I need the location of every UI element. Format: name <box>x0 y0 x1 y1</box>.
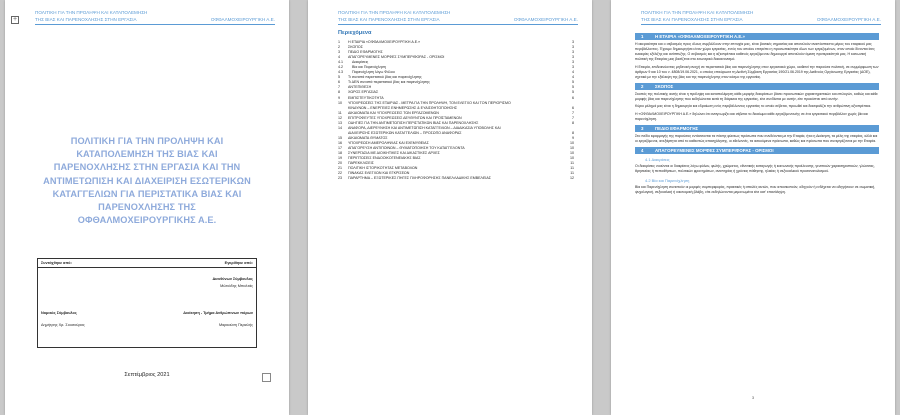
toc-entry-title: Βία και Παρενόχληση <box>352 65 566 70</box>
toc-entry-number: 1 <box>338 40 340 44</box>
section-title: ΣΚΟΠΟΣ <box>655 84 674 90</box>
toc-entry-title: Τι συνιστά περιστατικό βίας και παρενόχλησης <box>348 75 566 80</box>
header-rule <box>641 24 881 25</box>
page-header <box>641 10 881 23</box>
toc-entry-page: 7 <box>572 115 574 120</box>
hr-name: Μαρκούση Περιελής <box>218 323 253 327</box>
toc-entry-page: 11 <box>570 161 574 166</box>
ceo-role: Διευθύνων Σύμβουλος <box>212 277 253 281</box>
toc-entry-title: ΑΠΑΓΟΡΕΥΜΕΝΕΣ ΜΟΡΦΕΣ ΣΥΜΠΕΡΙΦΟΡΑΣ - ΟΡΙΣΜΟΙ <box>348 55 566 60</box>
toc-entry-number: 3 <box>338 50 340 55</box>
toc-entry-page: 3 <box>572 60 574 65</box>
header-rule <box>338 24 578 25</box>
toc-entry-title: ΑΝΑΦΟΡΑ, ΔΙΕΡΕΥΝΗΣΗ ΚΑΙ ΑΝΤΙΜΕΤΩΠΙΣΗ ΚΑΤΑΓΓΕΛΙΩΝ – ΔΙΑΔΙΚΑΣΙΑ ΥΠΟΒΟΛΗΣ ΚΑΙ <box>348 126 566 131</box>
paragraph: Η ακεραιότητα και ο σεβασμός προς όλους συμβάλλουν στην επιτυχία μας, είναι βασικές σημασίας και αποτελούν αναπόσπαστο μέρος του εταιρικού μας περιβάλλοντος. Έχουμε δημιουργήσει έναν χώρο εργασίας, εντός του οποίου επιτρέπει η προσωπικότητα όλων των εργαζομένων, στον οποίο δίνονται ίσες ευκαιρίες εξέλιξης και ανάπτυξης. Ο σεβασμός και η αξιοπρέπεια καθενός εργαζόμενου δημιουργεί αποτελούν άμεση προτεραιότητά μας. Η κοινωνική πολιτική της Εταιρίας μας βασίζεται στο εσωτερικό διακανονισμό. <box>635 42 875 62</box>
content-column <box>635 30 879 197</box>
toc-entry-title: ΠΑΡΕΚΚΛΙΣΕΙΣ <box>348 161 566 166</box>
toc-entry-page: 10 <box>570 156 574 161</box>
signature-table <box>37 258 257 348</box>
section-heading <box>635 33 879 40</box>
paragraph: Η Εταιρία, επιδεικνύοντας μηδενική ανοχή σε περιστατικά βίας και παρενόχλησης στον εργασιακό χώρο, υιοθετεί την παρούσα πολιτική, σε συμμόρφωση των άρθρων 9 και 10 του ν. 4808/19.06.2021, ο οποίος επικύρωσε τη Διεθνή Σύμβαση Εργασίας 190/21.06.2019 της Διεθνούς Οργάνωσης Εργασίας (ΔΟΕ), σχετικά με την εξάλειψη της βίας και της παρενόχλησης στον κόσμο της εργασίας. <box>635 64 879 79</box>
header-line1: ΠΟΛΙΤΙΚΗ ΓΙΑ ΤΗΝ ΠΡΟΛΗΨΗ ΚΑΙ ΚΑΤΑΠΟΛΕΜΗΣΗ <box>338 10 451 15</box>
toc-entry-title: ΟΔΗΓΙΕΣ ΓΙΑ ΤΗΝ ΑΝΤΙΜΕΤΩΠΙΣΗ ΠΕΡΙΣΤΑΤΙΚΩΝ ΒΙΑΣ ΚΑΙ ΠΑΡΕΝΟΧΛΗΣΗΣ <box>348 121 566 126</box>
paragraph: Στο πεδίο εφαρμογής της παρούσας εντάσσονται τα πάσης φύσεως πρόσωπα που συνδέονται με την Εταιρία, ήτοι η Διοίκηση, τα μέλη της εταιρίας, αλλά και οι εργαζόμενοι, ανεξάρτητα από το καθεστώς απασχόλησης, οι εθελοντές, τα ασκούμενα πρόσωπα, καθώς και πρόσωπα που συνεργάζονται με την Εταιρία. <box>635 133 878 144</box>
section-number: 3 <box>641 125 644 131</box>
hr-role: Διοίκηση - Τμήμα Ανθρώπινων πόρων <box>183 311 253 315</box>
toc-entry-title: ΑΠΑΓΟΡΕΥΣΗ ΑΝΤΙΠΟΙΝΩΝ – ΘΥΜΑΤΟΠΟΙΗΣΗ ΤΟΥ ΚΑΤΑΓΓΕΛΟΝΤΑ <box>348 146 566 151</box>
toc-entry-number: 4.1 <box>338 60 343 65</box>
toc-entry-title: ΠΟΛΙΤΙΚΗ ΙΣΤΟΡΙΚΟΤΗΤΑΣ ΜΕΤΑΒΟΛΩΝ <box>348 166 566 171</box>
toc-entry-number: 12 <box>338 115 342 120</box>
toc-entry-page: 3 <box>572 45 574 50</box>
toc-entry-page: 4 <box>572 70 574 75</box>
ceo-name: Μιλτιάδης Μπαλτάς <box>220 284 253 288</box>
toc-entry-number: 21 <box>338 166 342 171</box>
toc-entry-number: 5 <box>338 75 340 80</box>
toc-entry-number: 4 <box>338 55 340 60</box>
toc-entry-title: ΕΜΠΙΣΤΕΥΤΙΚΟΤΗΤΑ <box>348 96 566 101</box>
paragraph: Η «ΟΦΘΑΛΜΟΧΕΙΡΟΥΡΓΙΚΗ Α.Ε.» δηλώνει ότι αναγνωρίζει και σέβεται το δικαίωμα κάθε εργαζόμενου/ης σε ένα εργασιακό περιβάλλον χωρίς βία και παρενόχληση. <box>635 111 868 121</box>
toc-entry-title: ΥΠΟΧΡΕΩΣΗ ΑΜΕΡΟΛΗΨΙΑΣ ΚΑΙ ΕΧΕΜΥΘΕΙΑΣ <box>348 141 566 146</box>
page-number: 3 <box>751 395 755 400</box>
toc-entry-number: 10 <box>338 100 342 105</box>
toc-entry[interactable] <box>338 176 574 181</box>
toc-entry-number: 9 <box>338 95 340 100</box>
section-title: ΠΕΔΙΟ ΕΦΑΡΜΟΓΗΣ <box>655 125 699 131</box>
toc-entry-number: 20 <box>338 161 342 166</box>
header-rule <box>35 24 275 25</box>
toc-list <box>338 40 574 181</box>
toc-entry-number: 18 <box>338 151 342 156</box>
paragraph: Οι διακρίσεις νοούνται οι διακρίσεις λόγω φύλου, φυλής, χρώματος, εθνοτικής καταγωγής ή κοινωνικής προέλευσης, γενετικών χαρακτηριστικών, γλώσσας, θρησκείας ή πεποιθήσεων, πολιτικών φρονημάτων, αναπηρίας ή χρόνιας πάθησης, ηλικίας ή σεξουαλικού προσανατολισμού. <box>635 164 875 174</box>
toc-page <box>308 0 592 415</box>
toc-entry-title: ΠΕΡΙΠΤΩΣΕΙΣ ΕΝΔΟΟΙΚΟΓΕΝΕΙΑΚΗΣ ΒΙΑΣ <box>348 156 566 161</box>
toc-entry-page: 6 <box>572 95 574 100</box>
section-heading <box>635 147 879 154</box>
section-heading <box>635 83 879 90</box>
section-number: 2 <box>641 84 644 90</box>
toc-entry-number: 13 <box>338 120 342 125</box>
toc-entry-title: Η ΕΤΑΙΡΙΑ «ΟΦΘΑΛΜΟΧΕΙΡΟΥΡΓΙΚΗ Α.Ε.» <box>348 40 566 45</box>
toc-entry-page: 10 <box>570 140 574 145</box>
section-number: 1 <box>641 34 644 39</box>
toc-entry-page: 3 <box>572 65 574 70</box>
toc-entry-page: 5 <box>572 90 574 95</box>
page-corner-box <box>262 373 271 382</box>
toc-entry-page: 10 <box>570 145 574 150</box>
toc-entry-number: 6 <box>338 80 340 85</box>
toc-entry-page: 3 <box>572 50 574 55</box>
toc-entry-title: ΔΙΚΑΙΩΜΑΤΑ ΘΥΜΑΤΟΣ <box>348 136 566 141</box>
toc-entry-page: 4 <box>572 75 574 80</box>
toc-entry-page: 8 <box>572 120 574 125</box>
header-company: ΟΦΘΑΛΜΟΧΕΙΡΟΥΡΓΙΚΗ Α.Ε. <box>816 16 881 22</box>
toc-heading: Περιεχόμενα <box>338 30 372 36</box>
toc-entry-title: Τι ΔΕΝ συνιστά περιστατικό βίας και παρενόχλησης <box>348 80 566 85</box>
paragraph: Κύριο μέλημά μας είναι η δημιουργία και εδραίωση ενός περιβάλλοντος εργασίας το οποίο σέβεται, προωθεί και διασφαλίζει την ανθρώπινη αξιοπρέπεια. <box>635 104 872 109</box>
document-date: Σεπτέμβριος 2021 <box>124 372 170 378</box>
compiled-by-label: Συντάχθηκε από: <box>41 261 72 265</box>
toc-entry-page: 3 <box>572 40 574 44</box>
toc-entry-title: ΠΕΔΙΟ ΕΦΑΡΜΟΓΗΣ <box>348 50 566 55</box>
toc-entry-title: ΑΝΤΕΠΙΘΕΣΗ <box>348 85 566 90</box>
toc-entry-number: 4.3 <box>338 70 343 75</box>
toc-entry-number: 19 <box>338 156 342 161</box>
toc-entry-page: 12 <box>570 176 574 181</box>
toc-entry-number: 17 <box>338 145 342 150</box>
header-line1: ΠΟΛΙΤΙΚΗ ΓΙΑ ΤΗΝ ΠΡΟΛΗΨΗ ΚΑΙ ΚΑΤΑΠΟΛΕΜΗΣΗ <box>641 10 754 15</box>
content-page <box>611 0 895 415</box>
page-header <box>35 10 275 23</box>
toc-entry-page: 3 <box>572 55 574 60</box>
toc-entry-title: ΕΠΙΤΡΟΦΕΥΤΕΣ ΥΠΟΧΡΕΩΣΕΙΣ ΔΕΥΘΥΝΤΩΝ ΚΑΙ ΠΡΟΪΣΤΑΜΕΝΩΝ <box>348 116 566 121</box>
toc-entry-page: 10 <box>570 151 574 156</box>
toc-entry-number: 22 <box>338 171 342 176</box>
legal-role: Νομικός Σύμβουλος <box>41 311 77 315</box>
toc-entry-title: ΣΚΟΠΟΣ <box>348 45 566 50</box>
toc-entry-page: 9 <box>572 135 574 140</box>
toc-entry-number: 16 <box>338 140 342 145</box>
approved-by-label: Εγκρίθηκε από: <box>224 261 253 265</box>
toc-entry-title: Διακρίσεις <box>352 60 566 65</box>
toc-entry-page: 11 <box>570 171 574 176</box>
toc-entry-number: 4.2 <box>338 65 343 70</box>
toc-entry-title: ΠΙΝΑΚΑΣ ΕΛΕΓΧΩΝ ΚΑΙ ΕΓΚΡΙΣΕΩΝ <box>348 171 566 176</box>
header-company: ΟΦΘΑΛΜΟΧΕΙΡΟΥΡΓΙΚΗ Α.Ε. <box>210 16 275 22</box>
toc-entry-page: 6 <box>572 105 574 110</box>
document-title: ΠΟΛΙΤΙΚΗ ΓΙΑ ΤΗΝ ΠΡΟΛΗΨΗ ΚΑΙ ΚΑΤΑΠΟΛΕΜΗΣΗ ΤΗΣ ΒΙΑΣ ΚΑΙ ΠΑΡΕΝΟΧΛΗΣΗΣ ΣΤΗΝ ΕΡΓΑΣΙΑ ΚΑΙ ΤΗΝ ΑΝΤΙΜΕΤΩΠΙΣΗ ΚΑΙ ΔΙΑΧΕΙΡΙΣΗ ΕΣΩΤΕΡΙΚΩΝ ΚΑΤΑΓΓΕΛΙΩΝ ΓΙΑ ΠΕΡΙΣΤΑΤΙΚΑ ΒΙΑΣ ΚΑΙ ΠΑΡΕΝΟΧΛΗΣΗΣ ΤΗΣ ΟΦΘΑΛΜΟΧΕΙΡΟΥΡΓΙΚΗΣ Α.Ε. <box>43 136 251 226</box>
toc-entry-number: 23 <box>338 176 342 181</box>
section-heading <box>635 125 879 132</box>
toc-entry-number: 8 <box>338 90 340 95</box>
toc-entry-title: ΚΙΝΔΥΝΩΝ – ΕΝΕΡΓΕΙΕΣ ΕΝΗΜΕΡΩΣΗΣ & ΕΥΑΙΣΘΗΤΟΠΟΙΗΣΗΣ <box>348 106 566 111</box>
toc-entry-title: ΠΑΡΑΡΤΗΜΑ – ΕΞΩΤΕΡΙΚΕΣ ΠΗΓΕΣ ΠΛΗΡΟΦΟΡΗΣΗΣ ΠΑΝΕΛΛΑΔΙΚΗΣ ΕΜΒΕΛΕΙΑΣ <box>348 176 566 181</box>
paragraph: Βία και Παρενόχληση συνιστούν οι μορφές συμπεριφοράς, πρακτικές ή απειλές αυτών, που αποσκοπούν, οδηγούν ή ενδέχεται να οδηγήσουν σε σωματική, ψυχολογική, σεξουαλική ή οικονομική βλάβη, είτε εκδηλώνονται μεμονωμένα είτε κατ' επανάληψη. <box>635 184 876 194</box>
toc-entry-title: ΥΠΟΧΡΕΩΣΕΙΣ ΤΗΣ ΕΤΑΙΡΙΑΣ - ΜΕΤΡΑ ΓΙΑ ΤΗΝ ΠΡΟΛΗΨΗ, ΤΟΝ ΕΛΕΓΧΟ ΚΑΙ ΤΟΝ ΠΕΡΙΟΡΙΣΜΟ <box>348 101 566 106</box>
toc-entry-page: 7 <box>572 110 574 115</box>
cover-page <box>5 0 289 415</box>
header-company: ΟΦΘΑΛΜΟΧΕΙΡΟΥΡΓΙΚΗ Α.Ε. <box>513 16 578 22</box>
header-line1: ΠΟΛΙΤΙΚΗ ΓΙΑ ΤΗΝ ΠΡΟΛΗΨΗ ΚΑΙ ΚΑΤΑΠΟΛΕΜΗΣΗ <box>35 10 148 15</box>
toc-entry-page: 5 <box>572 80 574 85</box>
toc-entry-title: ΣΥΝΕΡΓΑΣΙΑ ΜΕ ΔΙΟΙΚΗΤΙΚΕΣ ΚΑΙ ΔΙΚΑΣΤΙΚΕΣ ΑΡΧΕΣ <box>348 151 566 156</box>
toc-entry-number: 2 <box>338 45 340 50</box>
toc-entry-number: 15 <box>338 135 342 140</box>
toc-entry-number: 14 <box>338 125 342 130</box>
header-line2: ΤΗΣ ΒΙΑΣ ΚΑΙ ΠΑΡΕΝΟΧΛΗΣΗΣ ΣΤΗΝ ΕΡΓΑΣΙΑ <box>35 16 137 22</box>
subsection-heading: 4.2 Βία και Παρενόχληση <box>645 177 690 183</box>
toc-entry-title: ΔΙΑΧΕΙΡΙΣΗΣ ΕΣΩΤΕΡΙΚΩΝ ΚΑΤΑΓΓΕΛΙΩΝ – ΠΡΟΣΩΠΟ ΑΝΑΦΟΡΑΣ <box>348 131 566 136</box>
toc-entry-page: 8 <box>572 130 574 135</box>
toc-entry-page: 5 <box>572 85 574 90</box>
section-number: 4 <box>641 148 644 154</box>
toc-entry-page: 11 <box>570 166 574 171</box>
toc-entry-number: 11 <box>338 110 342 115</box>
section-title: Η ΕΤΑΙΡΙΑ «ΟΦΘΑΛΜΟΧΕΙΡΟΥΡΓΙΚΗ Α.Ε.» <box>655 34 745 39</box>
page-header <box>338 10 578 23</box>
header-line2: ΤΗΣ ΒΙΑΣ ΚΑΙ ΠΑΡΕΝΟΧΛΗΣΗΣ ΣΤΗΝ ΕΡΓΑΣΙΑ <box>641 16 743 22</box>
header-line2: ΤΗΣ ΒΙΑΣ ΚΑΙ ΠΑΡΕΝΟΧΛΗΣΗΣ ΣΤΗΝ ΕΡΓΑΣΙΑ <box>338 16 440 22</box>
table-divider <box>38 267 256 268</box>
section-title: ΑΠΑΓΟΡΕΥΜΕΝΕΣ ΜΟΡΦΕΣ ΣΥΜΠΕΡΙΦΟΡΑΣ - ΟΡΙΣΜΟΙ <box>655 148 774 154</box>
toc-entry-number: 7 <box>338 85 340 90</box>
toc-entry-title: ΧΩΡΟΣ ΕΡΓΑΣΙΑΣ <box>348 90 566 95</box>
paragraph: Σκοπός της πολιτικής αυτής είναι η πρόληψη και καταπολέμηση κάθε μορφής διακρίσεων βάσει προσωπικών χαρακτηριστικών και επιλογών, καθώς και κάθε μορφής βίας και παρενόχλησης που εκδηλώνεται κατά τη διάρκεια της εργασίας, είτε συνδέεται με αυτήν, είτε προκύπτει από αυτήν. <box>635 92 878 102</box>
subsection-heading: 4.1 Διακρίσεις <box>645 157 670 163</box>
toc-entry-title: Παρενόχληση λόγω Φύλου <box>352 70 566 75</box>
toc-entry-title: ΔΙΚΑΙΩΜΑΤΑ ΚΑΙ ΥΠΟΧΡΕΩΣΕΙΣ ΤΩΝ ΕΡΓΑΖΟΜΕΝΩΝ <box>348 111 566 116</box>
move-handle-icon[interactable]: + <box>12 16 18 23</box>
legal-name: Δημήτρης Χρ. Σουσούρας <box>41 323 85 327</box>
